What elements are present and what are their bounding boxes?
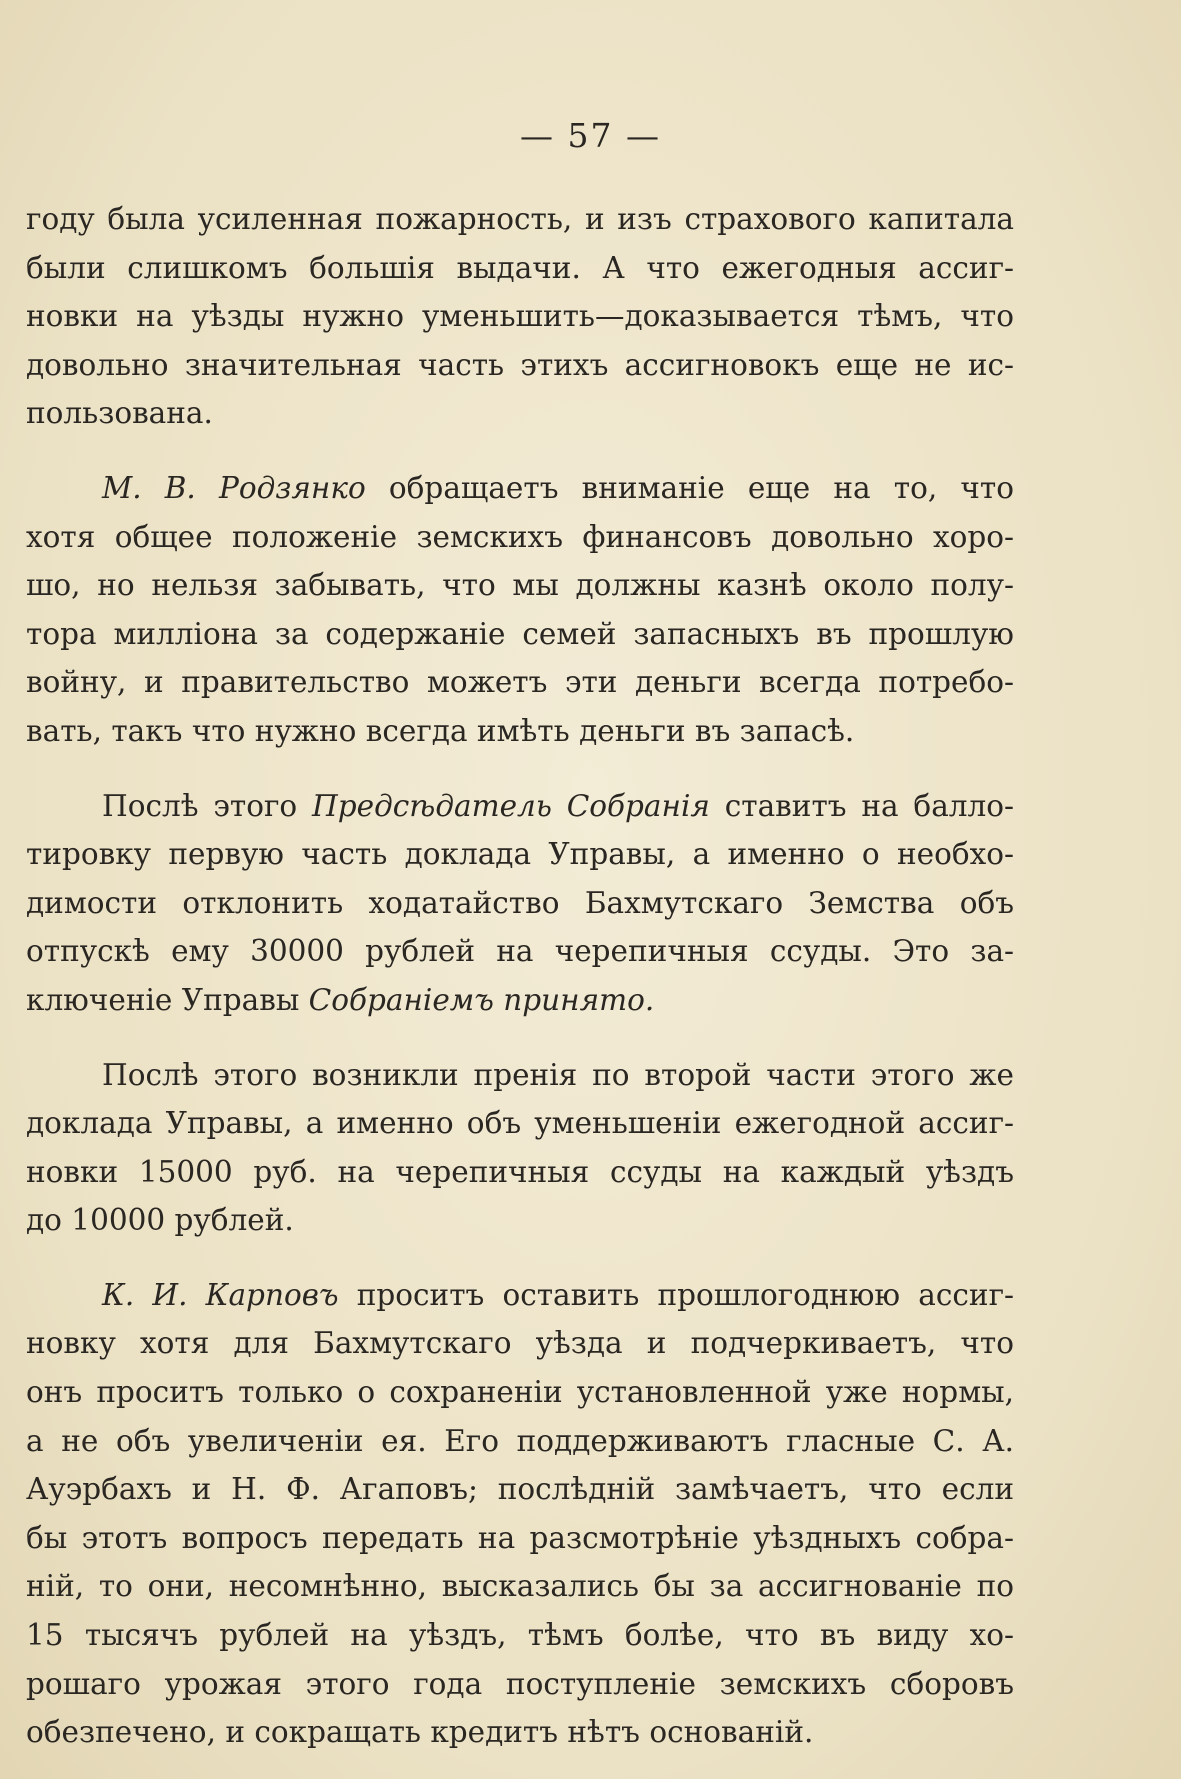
text-line-first: Послѣ этого возникли пренія по второй части этого же xyxy=(102,1057,1014,1092)
text-fragment: ключеніе Управы xyxy=(26,982,309,1017)
paragraph-4 xyxy=(26,1051,1014,1245)
text-line: пользована. xyxy=(26,396,213,431)
paragraph-3 xyxy=(26,782,1014,1025)
text-line: отпускѣ ему 30000 рублей на черепичныя ссуды. Это за- xyxy=(26,934,1014,969)
text-line: бы этотъ вопросъ передать на разсмотрѣніе уѣздныхъ собра- xyxy=(26,1520,1014,1555)
paragraph-1 xyxy=(26,195,1014,438)
text-line: а не объ увеличеніи ея. Его поддерживаютъ гласные С. А. xyxy=(26,1423,1014,1458)
text-line: тировку первую часть доклада Управы, а именно о необхо- xyxy=(26,837,1014,872)
paragraph-2 xyxy=(26,464,1014,756)
text-fragment: ставитъ на балло- xyxy=(709,788,1014,823)
paragraph-5 xyxy=(26,1271,1014,1757)
text-line xyxy=(26,976,1014,1025)
speaker-name: Предсѣдатель Собранія xyxy=(312,788,710,823)
text-line: доклада Управы, а именно объ уменьшеніи ежегодной ассиг- xyxy=(26,1106,1014,1141)
text-line-first xyxy=(26,1271,1014,1320)
text-fragment: Послѣ этого xyxy=(102,788,313,823)
speaker-name: К. И. Карповъ xyxy=(102,1277,339,1312)
text-line: новки на уѣзды нужно уменьшить—доказывается тѣмъ, что xyxy=(26,299,1014,334)
text-line: довольно значительная часть этихъ ассигновокъ еще не ис- xyxy=(26,347,1014,382)
text-line: онъ проситъ только о сохраненіи установленной уже нормы, xyxy=(26,1375,1014,1410)
text-line: 15 тысячъ рублей на уѣздъ, тѣмъ болѣе, что въ виду хо- xyxy=(26,1618,1014,1653)
text-line: до 10000 рублей. xyxy=(26,1203,294,1238)
text-line: Ауэрбахъ и Н. Ф. Агаповъ; послѣдній замѣчаетъ, что если xyxy=(26,1472,1014,1507)
text-fragment: обращаетъ вниманіе еще на то, что xyxy=(365,470,1014,505)
text-line: году была усиленная пожарность, и изъ страхового капитала xyxy=(26,202,1014,236)
document-body xyxy=(26,195,1014,1779)
speaker-name: М. В. Родзянко xyxy=(102,470,366,505)
text-line: тора милліона за содержаніе семей запасныхъ въ прошлую xyxy=(26,616,1014,651)
text-line: хотя общее положеніе земскихъ финансовъ довольно хоро- xyxy=(26,519,1014,554)
text-line: вать, такъ что нужно всегда имѣть деньги въ запасѣ. xyxy=(26,713,855,748)
text-line: обезпечено, и сокращать кредитъ нѣтъ основаній. xyxy=(26,1715,814,1750)
text-line-first xyxy=(26,464,1014,513)
text-line: ній, то они, несомнѣнно, высказались бы за ассигнованіе по xyxy=(26,1569,1014,1604)
text-line: димости отклонить ходатайство Бахмутскаго Земства объ xyxy=(26,885,1014,920)
resolution-text: Собраніемъ принято. xyxy=(308,982,655,1017)
page-number: — 57 — xyxy=(520,116,661,155)
text-line: новки 15000 руб. на черепичныя ссуды на каждый уѣздъ xyxy=(26,1154,1014,1189)
text-fragment: проситъ оставить прошлогоднюю ассиг- xyxy=(338,1277,1014,1312)
text-line: шо, но нельзя забывать, что мы должны казнѣ около полу- xyxy=(26,568,1014,603)
text-line: рошаго урожая этого года поступленіе земскихъ сборовъ xyxy=(26,1666,1014,1701)
text-line: новку хотя для Бахмутскаго уѣзда и подчеркиваетъ, что xyxy=(26,1326,1014,1361)
text-line-first xyxy=(26,782,1014,831)
text-line: были слишкомъ большія выдачи. А что ежегодныя ассиг- xyxy=(26,250,1014,285)
text-line: войну, и правительство можетъ эти деньги всегда потребо- xyxy=(26,665,1014,700)
